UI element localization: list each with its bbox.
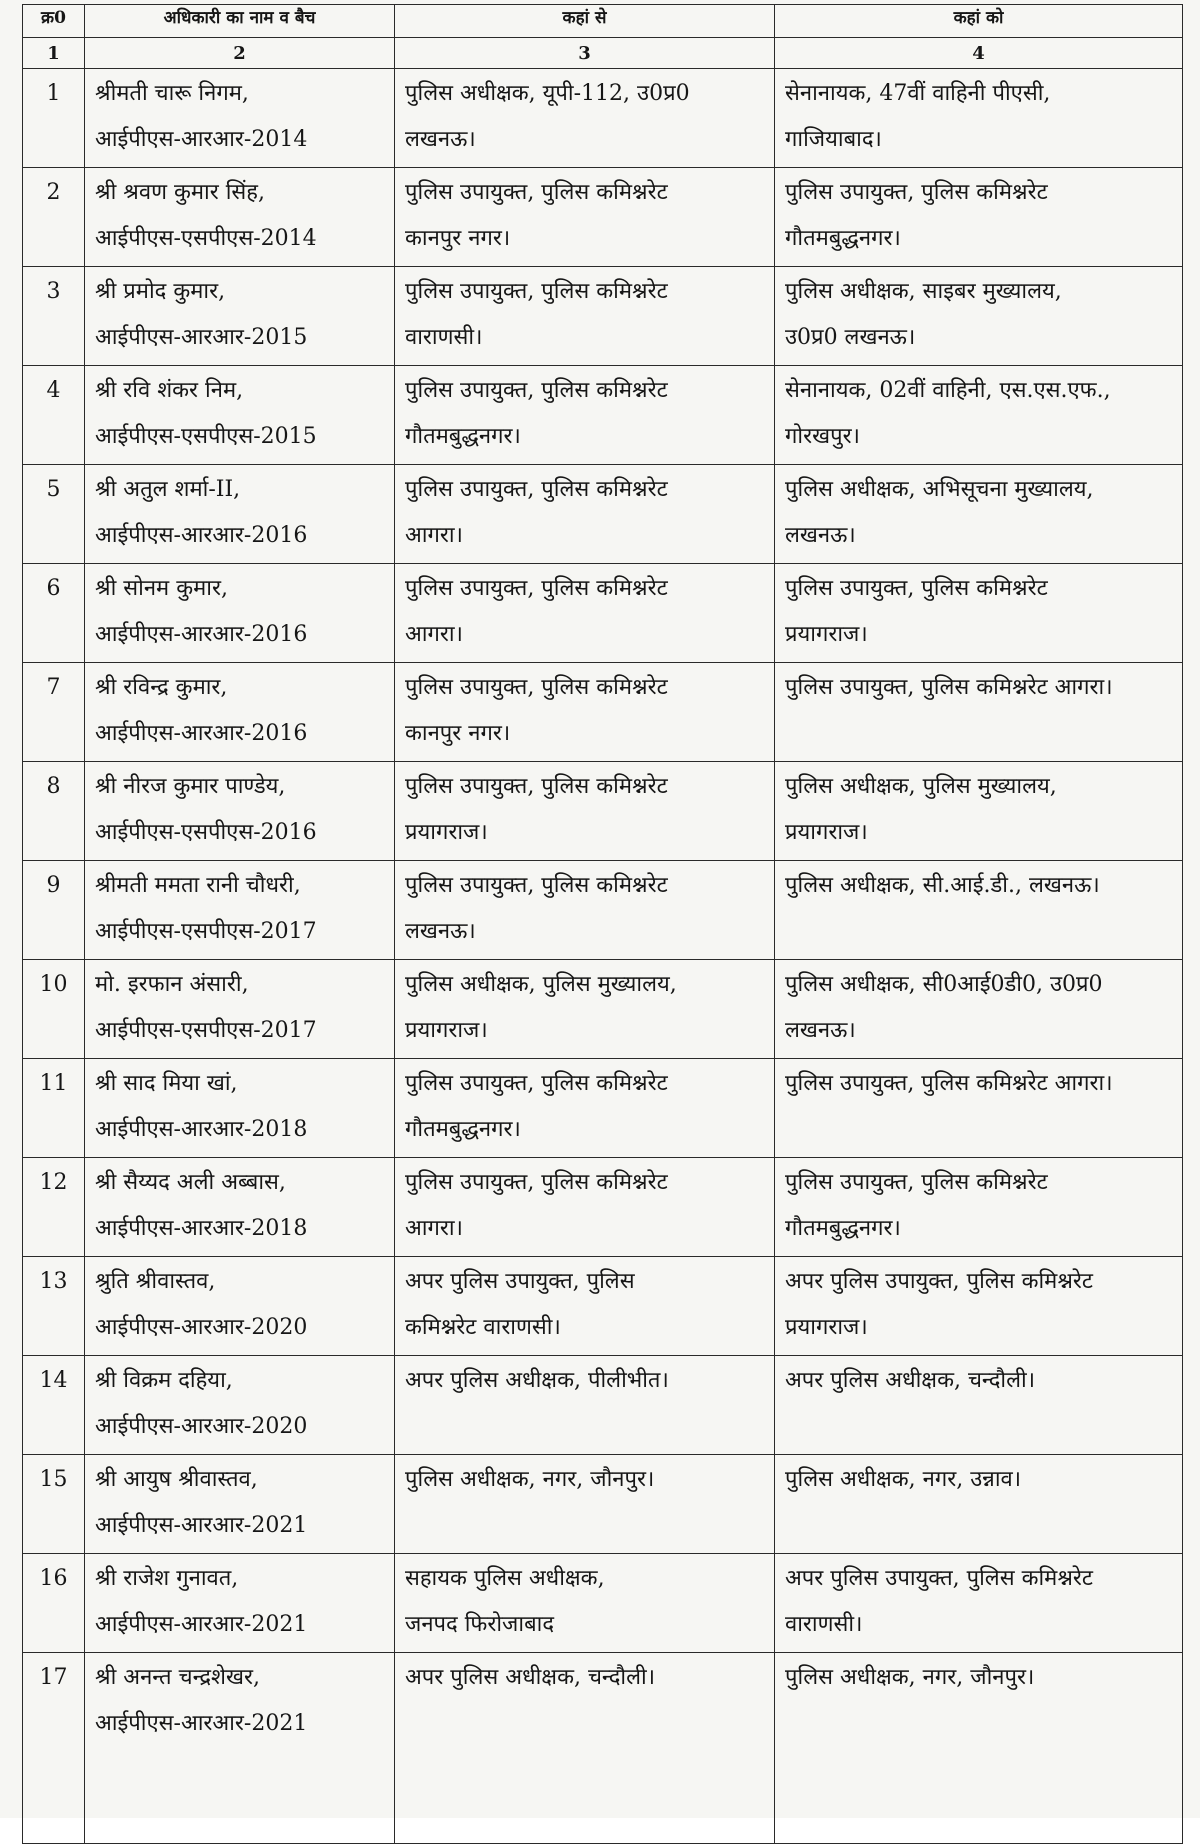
table-row <box>23 1653 1183 1844</box>
to-cell <box>775 1653 1183 1844</box>
table-row <box>23 663 1183 762</box>
from-cell <box>395 1059 775 1158</box>
from-line: गौतमबुद्धनगर। <box>405 1117 521 1142</box>
officer-batch: आईपीएस-आरआर-2016 <box>95 622 308 647</box>
officer-batch: आईपीएस-आरआर-2021 <box>95 1513 308 1538</box>
serial-number: 8 <box>46 774 61 799</box>
header-from: कहां से <box>395 5 775 38</box>
from-line: अपर पुलिस अधीक्षक, चन्दौली। <box>405 1665 656 1690</box>
from-line: कमिश्नरेट वाराणसी। <box>405 1315 561 1340</box>
officer-name: श्री रविन्द्र कुमार, <box>95 675 228 700</box>
officer-name: श्री नीरज कुमार पाण्डेय, <box>95 774 286 799</box>
table-row <box>23 1554 1183 1653</box>
table-row <box>23 1356 1183 1455</box>
to-line: पुलिस अधीक्षक, अभिसूचना मुख्यालय, <box>785 477 1094 502</box>
officer-name: श्री आयुष श्रीवास्तव, <box>95 1467 258 1492</box>
serial-number-cell <box>23 1653 85 1844</box>
from-cell <box>395 861 775 960</box>
table-row <box>23 1158 1183 1257</box>
officer-cell <box>85 1158 395 1257</box>
serial-number: 1 <box>46 81 61 106</box>
to-cell <box>775 1257 1183 1356</box>
officer-batch: आईपीएस-आरआर-2015 <box>95 325 308 350</box>
from-cell <box>395 1158 775 1257</box>
from-cell <box>395 1554 775 1653</box>
from-line: पुलिस उपायुक्त, पुलिस कमिश्नरेट <box>405 774 668 799</box>
officer-batch: आईपीएस-आरआर-2016 <box>95 721 308 746</box>
officer-cell <box>85 366 395 465</box>
from-line: पुलिस उपायुक्त, पुलिस कमिश्नरेट <box>405 1170 668 1195</box>
serial-number-cell <box>23 564 85 663</box>
from-cell <box>395 267 775 366</box>
to-cell <box>775 663 1183 762</box>
from-line: अपर पुलिस उपायुक्त, पुलिस <box>405 1269 635 1294</box>
to-line: लखनऊ। <box>785 1018 856 1043</box>
to-line: वाराणसी। <box>785 1612 863 1637</box>
to-line: पुलिस उपायुक्त, पुलिस कमिश्नरेट आगरा। <box>785 675 1113 700</box>
officer-cell <box>85 1059 395 1158</box>
officer-name: श्री सैय्यद अली अब्बास, <box>95 1170 286 1195</box>
serial-number: 10 <box>39 972 68 997</box>
from-line: पुलिस अधीक्षक, नगर, जौनपुर। <box>405 1467 655 1492</box>
officer-batch: आईपीएस-आरआर-2018 <box>95 1117 308 1142</box>
from-line: गौतमबुद्धनगर। <box>405 424 521 449</box>
officer-cell <box>85 1356 395 1455</box>
from-cell <box>395 1455 775 1554</box>
to-line: पुलिस उपायुक्त, पुलिस कमिश्नरेट <box>785 180 1048 205</box>
from-cell <box>395 960 775 1059</box>
officer-name: श्री विक्रम दहिया, <box>95 1368 233 1393</box>
header-serial: क्र0 <box>23 5 85 38</box>
serial-number-cell <box>23 465 85 564</box>
to-line: गाजियाबाद। <box>785 127 882 152</box>
from-line: कानपुर नगर। <box>405 226 511 251</box>
serial-number-cell <box>23 1158 85 1257</box>
to-cell <box>775 267 1183 366</box>
from-cell <box>395 564 775 663</box>
officer-cell <box>85 168 395 267</box>
officer-cell <box>85 960 395 1059</box>
table-row <box>23 1257 1183 1356</box>
to-line: सेनानायक, 02वीं वाहिनी, एस.एस.एफ., <box>785 378 1111 403</box>
header-row <box>23 5 1183 38</box>
to-line: पुलिस अधीक्षक, पुलिस मुख्यालय, <box>785 774 1057 799</box>
to-line: अपर पुलिस उपायुक्त, पुलिस कमिश्नरेट <box>785 1269 1093 1294</box>
officer-name: मो. इरफान अंसारी, <box>95 972 249 997</box>
serial-number: 3 <box>46 279 61 304</box>
officer-cell <box>85 1455 395 1554</box>
from-line: पुलिस उपायुक्त, पुलिस कमिश्नरेट <box>405 1071 668 1096</box>
to-cell <box>775 1158 1183 1257</box>
table-row <box>23 267 1183 366</box>
serial-number-cell <box>23 168 85 267</box>
table-row <box>23 1059 1183 1158</box>
serial-number-cell <box>23 69 85 168</box>
from-cell <box>395 663 775 762</box>
table-row <box>23 168 1183 267</box>
table-row <box>23 564 1183 663</box>
from-cell <box>395 366 775 465</box>
from-line: प्रयागराज। <box>405 1018 488 1043</box>
from-cell <box>395 1257 775 1356</box>
officer-batch: आईपीएस-एसपीएस-2017 <box>95 1018 317 1043</box>
to-cell <box>775 69 1183 168</box>
from-line: पुलिस उपायुक्त, पुलिस कमिश्नरेट <box>405 180 668 205</box>
officer-name: श्रीमती ममता रानी चौधरी, <box>95 873 301 898</box>
to-line: प्रयागराज। <box>785 820 868 845</box>
to-line: गौतमबुद्धनगर। <box>785 226 901 251</box>
serial-number-cell <box>23 1257 85 1356</box>
serial-number-cell <box>23 861 85 960</box>
table-row <box>23 465 1183 564</box>
from-line: प्रयागराज। <box>405 820 488 845</box>
to-cell <box>775 564 1183 663</box>
officer-batch: आईपीएस-आरआर-2021 <box>95 1612 308 1637</box>
to-line: पुलिस अधीक्षक, सी.आई.डी., लखनऊ। <box>785 873 1100 898</box>
from-line: लखनऊ। <box>405 919 476 944</box>
from-cell <box>395 762 775 861</box>
serial-number-cell <box>23 762 85 861</box>
serial-number: 9 <box>46 873 61 898</box>
from-line: पुलिस उपायुक्त, पुलिस कमिश्नरेट <box>405 873 668 898</box>
serial-number: 16 <box>39 1566 68 1591</box>
from-line: सहायक पुलिस अधीक्षक, <box>405 1566 605 1591</box>
column-number-row <box>23 38 1183 69</box>
serial-number: 7 <box>46 675 61 700</box>
to-cell <box>775 465 1183 564</box>
officer-batch: आईपीएस-आरआर-2020 <box>95 1315 308 1340</box>
to-line: प्रयागराज। <box>785 1315 868 1340</box>
from-line: पुलिस उपायुक्त, पुलिस कमिश्नरेट <box>405 477 668 502</box>
officer-name: श्री श्रवण कुमार सिंह, <box>95 180 265 205</box>
from-line: अपर पुलिस अधीक्षक, पीलीभीत। <box>405 1368 669 1393</box>
from-line: आगरा। <box>405 523 463 548</box>
from-line: पुलिस अधीक्षक, पुलिस मुख्यालय, <box>405 972 677 997</box>
column-number: 4 <box>775 38 1183 69</box>
to-cell <box>775 861 1183 960</box>
from-cell <box>395 1653 775 1844</box>
serial-number-cell <box>23 1554 85 1653</box>
from-line: कानपुर नगर। <box>405 721 511 746</box>
officer-cell <box>85 1257 395 1356</box>
to-line: पुलिस अधीक्षक, साइबर मुख्यालय, <box>785 279 1062 304</box>
officer-name: श्री अतुल शर्मा-II, <box>95 477 241 502</box>
officer-batch: आईपीएस-आरआर-2020 <box>95 1414 308 1439</box>
table-row <box>23 762 1183 861</box>
officer-name: श्री राजेश गुनावत, <box>95 1566 239 1591</box>
to-line: सेनानायक, 47वीं वाहिनी पीएसी, <box>785 81 1051 106</box>
from-line: पुलिस उपायुक्त, पुलिस कमिश्नरेट <box>405 279 668 304</box>
to-line: पुलिस अधीक्षक, नगर, उन्नाव। <box>785 1467 1022 1492</box>
table-row <box>23 69 1183 168</box>
serial-number-cell <box>23 366 85 465</box>
officer-name: श्री प्रमोद कुमार, <box>95 279 226 304</box>
officer-name: श्रुति श्रीवास्तव, <box>95 1269 216 1294</box>
officer-name: श्री सोनम कुमार, <box>95 576 228 601</box>
officer-cell <box>85 69 395 168</box>
serial-number: 17 <box>39 1665 68 1690</box>
to-line: गोरखपुर। <box>785 424 860 449</box>
officer-name: श्री साद मिया खां, <box>95 1071 238 1096</box>
from-line: जनपद फिरोजाबाद <box>405 1612 555 1637</box>
officer-cell <box>85 564 395 663</box>
serial-number: 14 <box>39 1368 68 1393</box>
from-line: पुलिस उपायुक्त, पुलिस कमिश्नरेट <box>405 576 668 601</box>
serial-number: 2 <box>46 180 61 205</box>
serial-number-cell <box>23 1455 85 1554</box>
table-row <box>23 1455 1183 1554</box>
officer-cell <box>85 465 395 564</box>
serial-number-cell <box>23 960 85 1059</box>
from-cell <box>395 465 775 564</box>
from-line: पुलिस उपायुक्त, पुलिस कमिश्नरेट <box>405 378 668 403</box>
to-line: पुलिस उपायुक्त, पुलिस कमिश्नरेट आगरा। <box>785 1071 1113 1096</box>
serial-number-cell <box>23 1356 85 1455</box>
to-line: गौतमबुद्धनगर। <box>785 1216 901 1241</box>
officer-cell <box>85 663 395 762</box>
officer-cell <box>85 267 395 366</box>
to-line: पुलिस उपायुक्त, पुलिस कमिश्नरेट <box>785 576 1048 601</box>
to-line: उ0प्र0 लखनऊ। <box>785 325 916 350</box>
to-cell <box>775 960 1183 1059</box>
to-cell <box>775 366 1183 465</box>
column-number: 3 <box>395 38 775 69</box>
to-line: पुलिस उपायुक्त, पुलिस कमिश्नरेट <box>785 1170 1048 1195</box>
officer-cell <box>85 762 395 861</box>
from-line: पुलिस उपायुक्त, पुलिस कमिश्नरेट <box>405 675 668 700</box>
to-line: अपर पुलिस अधीक्षक, चन्दौली। <box>785 1368 1036 1393</box>
serial-number: 6 <box>46 576 61 601</box>
to-cell <box>775 1455 1183 1554</box>
serial-number: 13 <box>39 1269 68 1294</box>
header-to: कहां को <box>775 5 1183 38</box>
from-line: वाराणसी। <box>405 325 483 350</box>
from-line: लखनऊ। <box>405 127 476 152</box>
to-line: पुलिस अधीक्षक, नगर, जौनपुर। <box>785 1665 1035 1690</box>
to-line: लखनऊ। <box>785 523 856 548</box>
from-line: पुलिस अधीक्षक, यूपी-112, उ0प्र0 <box>405 81 690 106</box>
officer-batch: आईपीएस-एसपीएस-2016 <box>95 820 317 845</box>
table-row <box>23 861 1183 960</box>
header-officer-name-batch: अधिकारी का नाम व बैच <box>85 5 395 38</box>
from-line: आगरा। <box>405 622 463 647</box>
officer-batch: आईपीएस-एसपीएस-2017 <box>95 919 317 944</box>
to-line: प्रयागराज। <box>785 622 868 647</box>
table-row <box>23 366 1183 465</box>
table-row <box>23 960 1183 1059</box>
to-cell <box>775 168 1183 267</box>
column-number: 2 <box>85 38 395 69</box>
to-cell <box>775 1059 1183 1158</box>
officer-batch: आईपीएस-एसपीएस-2014 <box>95 226 317 251</box>
officer-cell <box>85 861 395 960</box>
to-cell <box>775 1356 1183 1455</box>
transfer-table <box>22 4 1183 1844</box>
from-cell <box>395 69 775 168</box>
officer-cell <box>85 1653 395 1844</box>
serial-number: 4 <box>46 378 61 403</box>
table-body <box>23 69 1183 1844</box>
from-cell <box>395 168 775 267</box>
to-line: अपर पुलिस उपायुक्त, पुलिस कमिश्नरेट <box>785 1566 1093 1591</box>
to-cell <box>775 762 1183 861</box>
from-line: आगरा। <box>405 1216 463 1241</box>
to-line: पुलिस अधीक्षक, सी0आई0डी0, उ0प्र0 <box>785 972 1103 997</box>
officer-batch: आईपीएस-आरआर-2014 <box>95 127 308 152</box>
serial-number: 5 <box>46 477 61 502</box>
serial-number: 11 <box>39 1071 68 1096</box>
officer-cell <box>85 1554 395 1653</box>
serial-number-cell <box>23 663 85 762</box>
officer-batch: आईपीएस-एसपीएस-2015 <box>95 424 317 449</box>
serial-number-cell <box>23 267 85 366</box>
serial-number: 12 <box>39 1170 68 1195</box>
column-number: 1 <box>23 38 85 69</box>
from-cell <box>395 1356 775 1455</box>
officer-batch: आईपीएस-आरआर-2018 <box>95 1216 308 1241</box>
officer-batch: आईपीएस-आरआर-2016 <box>95 523 308 548</box>
officer-name: श्रीमती चारू निगम, <box>95 81 249 106</box>
to-cell <box>775 1554 1183 1653</box>
officer-batch: आईपीएस-आरआर-2021 <box>95 1711 308 1736</box>
serial-number-cell <box>23 1059 85 1158</box>
officer-name: श्री रवि शंकर निम, <box>95 378 244 403</box>
officer-name: श्री अनन्त चन्द्रशेखर, <box>95 1665 260 1690</box>
serial-number: 15 <box>39 1467 68 1492</box>
